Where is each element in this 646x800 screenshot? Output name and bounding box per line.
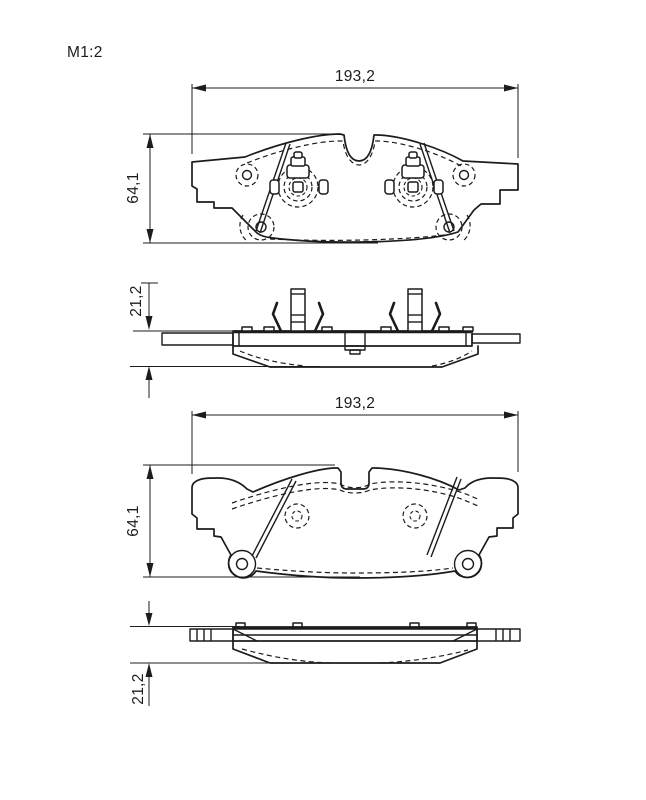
- back-hole-right: [403, 504, 427, 528]
- wear-sensor-assembly-right: [385, 152, 443, 207]
- dim-height-back: [125, 465, 360, 577]
- friction-material-edge: [233, 346, 478, 367]
- rivet-boss-right: [455, 551, 482, 578]
- back-hole-left: [285, 504, 309, 528]
- front-view-with-sensors: [125, 68, 518, 243]
- backing-plate-edge-plain: [190, 623, 520, 641]
- guide-hole-top-left: [236, 164, 258, 186]
- edge-view-plain: [130, 601, 520, 706]
- back-view: [125, 395, 518, 578]
- edge-view-with-sensors: [128, 283, 520, 398]
- pad-outline-back: [192, 468, 518, 578]
- dim-width-back: [192, 395, 518, 474]
- pad-outline-front: [192, 134, 518, 242]
- dim-thickness-bottom: [130, 601, 270, 706]
- scale-label: M1:2: [67, 44, 103, 61]
- pad-bottom-hidden-edge: [270, 234, 452, 240]
- friction-edge-lines-front: [256, 143, 454, 233]
- dim-width-front-label: 193,2: [334, 68, 376, 85]
- spring-clip-left: [264, 289, 332, 331]
- dim-width-front: [192, 68, 518, 158]
- rivet-boss-left: [229, 551, 256, 578]
- dim-thickness-bottom-label: 21,2: [130, 673, 147, 705]
- dim-thickness-top-label: 21,2: [128, 285, 145, 317]
- spring-clip-right: [381, 289, 449, 331]
- dim-height-back-label: 64,1: [125, 505, 142, 537]
- dim-width-back-label: 193,2: [334, 395, 376, 412]
- dim-height-front-label: 64,1: [125, 172, 142, 204]
- guide-hole-top-right: [453, 164, 475, 186]
- friction-material-edge-plain: [233, 641, 477, 663]
